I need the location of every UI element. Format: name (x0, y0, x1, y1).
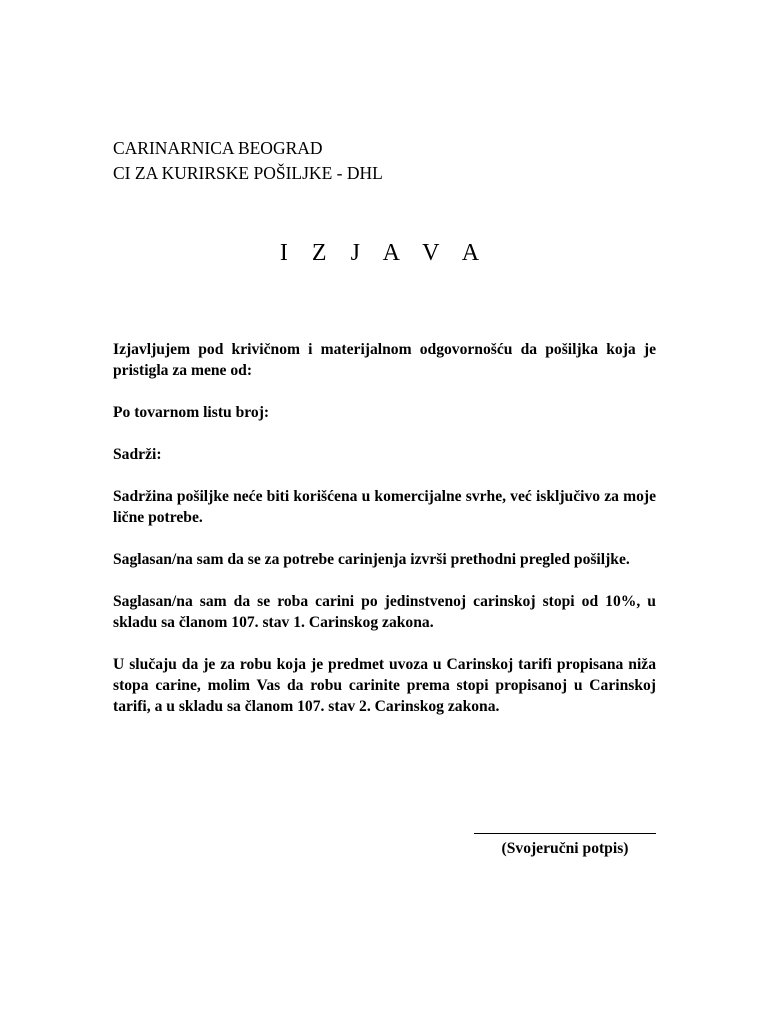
signature-line (474, 833, 656, 834)
statement-paragraph: Izjavljujem pod krivičnom i materijalnom odgovornošću da pošiljka koja je pristigla za mene od: (113, 341, 656, 379)
non-commercial-use-paragraph: Sadržina pošiljke neće biti korišćena u komercijalne svrhe, već isključivo za moje lične potrebe. (113, 488, 656, 526)
customs-rate-consent-paragraph: Saglasan/na sam da se roba carini po jedinstvenoj carinskoj stopi od 10%, u skladu sa članom 107. stav 1. Carinskog zakona. (113, 593, 656, 631)
signature-label: (Svojeručni potpis) (501, 840, 629, 857)
contents-paragraph: Sadrži: (113, 446, 162, 463)
inspection-consent-paragraph: Saglasan/na sam da se za potrebe carinjenja izvrši prethodni pregled pošiljke. (113, 551, 630, 568)
waybill-number-paragraph: Po tovarnom listu broj: (113, 404, 270, 421)
document-header (113, 136, 383, 186)
document-body (113, 339, 656, 738)
header-department-name: CI ZA KURIRSKE POŠILJKE - DHL (113, 163, 383, 183)
lower-rate-request-paragraph: U slučaju da je za robu koja je predmet uvoza u Carinskoj tarifi propisana niža stopa carine, molim Vas da robu carinite prema stopi propisanoj u Carinskoj tarifi, a u skladu sa članom 107. stav 2. Carinskog zakona. (113, 656, 656, 715)
header-office-name: CARINARNICA BEOGRAD (113, 138, 323, 158)
document-title: I Z J A V A (279, 240, 489, 266)
